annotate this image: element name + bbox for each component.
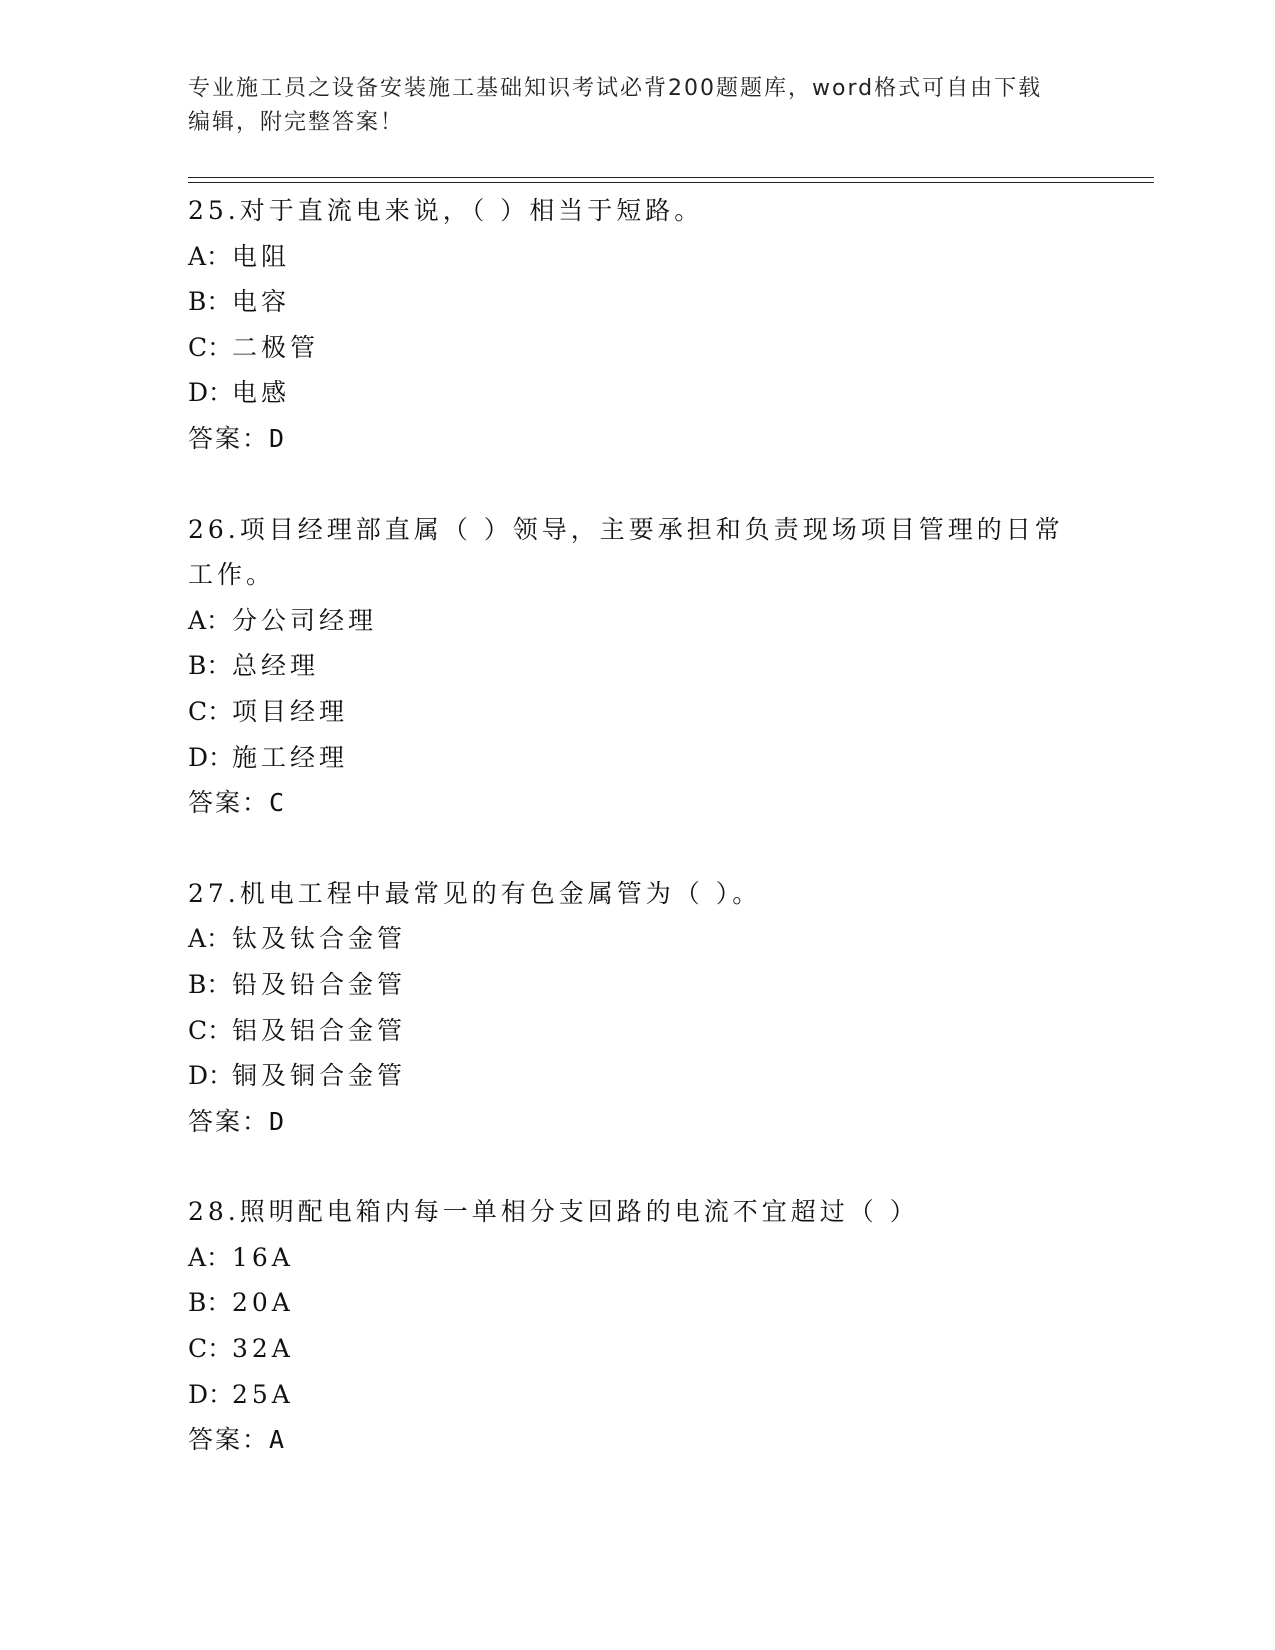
header-line-2: 编辑，附完整答案！ (188, 110, 405, 135)
header-line-1: 专业施工员之设备安装施工基础知识考试必背200题题库，word格式可自由下载 (188, 76, 1043, 101)
option-b (188, 962, 1088, 1008)
option-letter: D： (188, 1379, 234, 1409)
option-letter: C： (188, 1015, 233, 1045)
question-text: 27.机电工程中最常见的有色金属管为（ ）。 (188, 878, 762, 908)
option-text: 总经理 (232, 651, 320, 681)
header-divider-bottom (188, 182, 1154, 183)
option-d (188, 370, 1088, 416)
answer (188, 1417, 1088, 1463)
option-text: 铜及铜合金管 (232, 1061, 407, 1091)
option-text: 钛及钛合金管 (232, 924, 407, 954)
option-letter: A： (188, 924, 232, 954)
option-text: 电感 (232, 378, 291, 408)
question-text: 25.对于直流电来说，（ ）相当于短路。 (188, 196, 704, 225)
document-header (188, 72, 1088, 140)
option-d (188, 1372, 1088, 1418)
option-c (188, 1008, 1088, 1054)
header-divider-top (188, 177, 1154, 178)
option-text: 16A (232, 1242, 294, 1272)
question-text: 26.项目经理部直属（ ）领导，主要承担和负责现场项目管理的日常工作。 (188, 514, 1064, 590)
answer (188, 1099, 1088, 1145)
option-c (188, 325, 1088, 371)
option-letter: D： (188, 1061, 234, 1091)
option-text: 分公司经理 (232, 605, 378, 635)
option-a (188, 916, 1088, 962)
option-letter: B： (188, 651, 232, 681)
question-text: 28.照明配电箱内每一单相分支回路的电流不宜超过（ ） (188, 1197, 919, 1227)
option-text: 项目经理 (232, 696, 349, 726)
option-text: 32A (232, 1334, 294, 1364)
option-a (188, 598, 1088, 644)
option-text: 施工经理 (232, 742, 349, 772)
option-letter: B： (188, 969, 232, 999)
option-d (188, 1053, 1088, 1099)
answer-value: A (269, 1425, 285, 1455)
answer-value: C (269, 788, 285, 818)
question-list (188, 188, 1088, 1508)
option-a (188, 1235, 1088, 1281)
option-text: 电容 (232, 287, 291, 317)
answer-label: 答案： (188, 1425, 270, 1455)
option-a (188, 234, 1088, 280)
option-text: 铝及铝合金管 (232, 1015, 407, 1045)
option-letter: A： (188, 605, 232, 635)
option-letter: A： (188, 241, 232, 271)
option-letter: A： (188, 1242, 232, 1272)
option-text: 25A (232, 1379, 294, 1409)
option-letter: C： (188, 1334, 233, 1364)
option-b (188, 1280, 1088, 1326)
answer-value: D (269, 423, 285, 453)
answer-label: 答案： (188, 788, 270, 818)
question-28 (188, 1189, 1088, 1463)
option-text: 电阻 (232, 241, 291, 271)
option-letter: D： (188, 742, 234, 772)
option-d (188, 735, 1088, 781)
option-c (188, 689, 1088, 735)
option-text: 20A (232, 1288, 294, 1318)
option-letter: C： (188, 696, 233, 726)
answer-label: 答案： (188, 1106, 270, 1136)
option-letter: B： (188, 1288, 232, 1318)
option-b (188, 279, 1088, 325)
option-b (188, 643, 1088, 689)
question-27 (188, 871, 1088, 1145)
answer-value: D (269, 1106, 285, 1136)
question-25 (188, 188, 1088, 462)
option-letter: D： (188, 378, 234, 408)
answer (188, 416, 1088, 462)
option-text: 二极管 (232, 332, 320, 362)
answer-label: 答案： (188, 423, 270, 453)
answer (188, 780, 1088, 826)
question-26 (188, 507, 1088, 826)
option-c (188, 1326, 1088, 1372)
option-letter: C： (188, 332, 233, 362)
option-letter: B： (188, 287, 232, 317)
option-text: 铅及铅合金管 (232, 969, 407, 999)
